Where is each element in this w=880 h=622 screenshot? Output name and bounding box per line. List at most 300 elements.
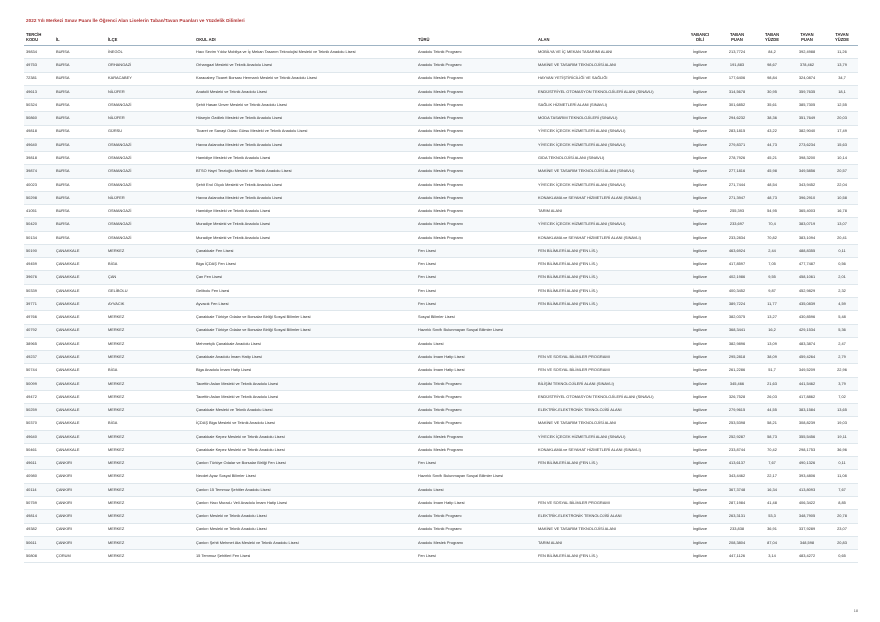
cell-kodu: 49472 bbox=[24, 390, 54, 403]
cell-tvy: 36,96 bbox=[826, 443, 858, 456]
cell-ilce: MERKEZ bbox=[106, 497, 194, 510]
cell-okul: Orhangazi Mesleki ve Teknik Anadolu Lisesi bbox=[194, 59, 416, 72]
cell-turu: Fen Lisesi bbox=[416, 550, 536, 563]
cell-alan bbox=[536, 483, 682, 496]
cell-ilce: OSMANGAZİ bbox=[106, 218, 194, 231]
cell-tvp: 383,1584 bbox=[788, 404, 826, 417]
cell-dil: İngilizce bbox=[682, 510, 718, 523]
cell-dil: İngilizce bbox=[682, 258, 718, 271]
cell-kodu: 50860 bbox=[24, 112, 54, 125]
cell-kodu: 49613 bbox=[24, 85, 54, 98]
cell-ilce: MERKEZ bbox=[106, 430, 194, 443]
cell-tby: 84,2 bbox=[756, 45, 788, 58]
cell-il: ÇANAKKALE bbox=[54, 284, 106, 297]
cell-okul: Çankırı Hacı Murad-ı Veli Anadolu İmam Hatip Lisesi bbox=[194, 497, 416, 510]
cell-tby: 2,44 bbox=[756, 244, 788, 257]
cell-dil: İngilizce bbox=[682, 364, 718, 377]
table-row bbox=[24, 497, 858, 510]
table-row bbox=[24, 244, 858, 257]
cell-okul: Şehit Erol Olçok Mesleki ve Teknik Anadolu Lisesi bbox=[194, 178, 416, 191]
cell-tby: 98,84 bbox=[756, 72, 788, 85]
table-row bbox=[24, 85, 858, 98]
cell-okul: Çanakkale Fen Lisesi bbox=[194, 244, 416, 257]
cell-tvy: 20,57 bbox=[826, 165, 858, 178]
cell-tvy: 8,85 bbox=[826, 497, 858, 510]
cell-dil: İngilizce bbox=[682, 231, 718, 244]
column-header-label: TAVAN bbox=[800, 32, 814, 37]
cell-alan: TARIM ALANI bbox=[536, 536, 682, 549]
cell-dil: İngilizce bbox=[682, 284, 718, 297]
cell-ilce: GELİBOLU bbox=[106, 284, 194, 297]
cell-il: BURSA bbox=[54, 138, 106, 151]
cell-turu: Anadolu Teknik Programı bbox=[416, 523, 536, 536]
cell-ilce: MERKEZ bbox=[106, 337, 194, 350]
cell-kodu: 50808 bbox=[24, 550, 54, 563]
cell-alan bbox=[536, 470, 682, 483]
cell-kodu: 49640 bbox=[24, 430, 54, 443]
cell-turu: Anadolu Meslek Programı bbox=[416, 536, 536, 549]
cell-ilce: BİGA bbox=[106, 364, 194, 377]
cell-kodu: 40792 bbox=[24, 324, 54, 337]
cell-dil: İngilizce bbox=[682, 497, 718, 510]
cell-tbp: 253,5398 bbox=[718, 417, 756, 430]
cell-ilce: KARACABEY bbox=[106, 72, 194, 85]
column-header-il bbox=[54, 29, 106, 45]
cell-kodu: 49640 bbox=[24, 138, 54, 151]
cell-tby: 70,42 bbox=[756, 443, 788, 456]
cell-alan: KONAKLAMA ve SEYAHAT HİZMETLERİ ALANI (SINAVLI) bbox=[536, 191, 682, 204]
cell-okul: Tacettin Aslan Mesleki ve Teknik Anadolu Lisesi bbox=[194, 377, 416, 390]
cell-kodu: 50134 bbox=[24, 231, 54, 244]
cell-alan: FEN VE SOSYAL BİLİMLER PROGRAMI bbox=[536, 364, 682, 377]
cell-ilce: ORHANGAZİ bbox=[106, 59, 194, 72]
cell-tvy: 10,58 bbox=[826, 191, 858, 204]
cell-il: BURSA bbox=[54, 165, 106, 178]
cell-tvy: 0,11 bbox=[826, 244, 858, 257]
cell-tbp: 294,6232 bbox=[718, 112, 756, 125]
cell-tbp: 367,3748 bbox=[718, 483, 756, 496]
cell-kodu: 50461 bbox=[24, 443, 54, 456]
cell-tvp: 393,4806 bbox=[788, 470, 826, 483]
cell-kodu: 50370 bbox=[24, 417, 54, 430]
cell-kodu: 50259 bbox=[24, 404, 54, 417]
cell-kodu: 50611 bbox=[24, 536, 54, 549]
cell-il: ÇANAKKALE bbox=[54, 430, 106, 443]
cell-tvy: 17,49 bbox=[826, 125, 858, 138]
cell-turu: Anadolu Meslek Programı bbox=[416, 178, 536, 191]
table-row bbox=[24, 483, 858, 496]
cell-tby: 44,55 bbox=[756, 404, 788, 417]
cell-okul: Çanakkale Türkiye Odalar ve Borsalar Birliği Sosyal Bilimler Lisesi bbox=[194, 324, 416, 337]
cell-dil: İngilizce bbox=[682, 244, 718, 257]
cell-tvy: 7,02 bbox=[826, 390, 858, 403]
cell-tby: 13,09 bbox=[756, 337, 788, 350]
cell-tvp: 392,4988 bbox=[788, 45, 826, 58]
cell-tby: 21,63 bbox=[756, 377, 788, 390]
cell-il: ÇANAKKALE bbox=[54, 337, 106, 350]
column-header-turu bbox=[416, 29, 536, 45]
cell-ilce: OSMANGAZİ bbox=[106, 138, 194, 151]
cell-okul: Çankırı Mesleki ve Teknik Anadolu Lisesi bbox=[194, 510, 416, 523]
cell-tby: 38,09 bbox=[756, 351, 788, 364]
cell-okul: Gelibolu Fen Lisesi bbox=[194, 284, 416, 297]
cell-tvp: 458,1061 bbox=[788, 271, 826, 284]
cell-turu: Anadolu Teknik Programı bbox=[416, 390, 536, 403]
cell-alan bbox=[536, 337, 682, 350]
cell-ilce: İNEGÖL bbox=[106, 45, 194, 58]
cell-ilce: MERKEZ bbox=[106, 244, 194, 257]
cell-tbp: 287,1984 bbox=[718, 497, 756, 510]
cell-turu: Anadolu Lisesi bbox=[416, 483, 536, 496]
cell-tbp: 255,393 bbox=[718, 205, 756, 218]
cell-tvy: 0,56 bbox=[826, 258, 858, 271]
table-row bbox=[24, 470, 858, 483]
column-header-label: YÜZDE bbox=[835, 36, 849, 42]
cell-tvp: 273,6234 bbox=[788, 138, 826, 151]
table-header bbox=[24, 29, 858, 45]
cell-alan: MAKİNE VE TASARIM TEKNOLOJİSİ ALANI bbox=[536, 523, 682, 536]
table-row bbox=[24, 298, 858, 311]
cell-kodu: 50339 bbox=[24, 284, 54, 297]
cell-tvy: 20,41 bbox=[826, 231, 858, 244]
cell-ilce: OSMANGAZİ bbox=[106, 152, 194, 165]
column-header-label: TERCİH bbox=[26, 32, 42, 37]
cell-tvy: 13,07 bbox=[826, 218, 858, 231]
cell-tvy: 18,1 bbox=[826, 85, 858, 98]
cell-alan: YİYECEK İÇECEK HİZMETLERİ ALANI (SINAVLI) bbox=[536, 430, 682, 443]
cell-tvy: 20,03 bbox=[826, 112, 858, 125]
cell-il: ÇANAKKALE bbox=[54, 417, 106, 430]
column-header-tvp bbox=[788, 29, 826, 45]
cell-tby: 87,04 bbox=[756, 536, 788, 549]
cell-ilce: OSMANGAZİ bbox=[106, 205, 194, 218]
cell-okul: Hacı Sevim Yıldız Mobilya ve İç Mekan Tasarım Teknolojisi Mesleki ve Teknik Anadolu Lisesi bbox=[194, 45, 416, 58]
cell-kodu: 50190 bbox=[24, 244, 54, 257]
cell-dil: İngilizce bbox=[682, 457, 718, 470]
cell-tbp: 263,3131 bbox=[718, 510, 756, 523]
cell-okul: Hamidiye Mesleki ve Teknik Anadolu Lisesi bbox=[194, 205, 416, 218]
cell-dil: İngilizce bbox=[682, 404, 718, 417]
cell-ilce: MERKEZ bbox=[106, 510, 194, 523]
cell-okul: Çanakkale Türkiye Odalar ve Borsalar Birliği Sosyal Bilimler Lisesi bbox=[194, 311, 416, 324]
cell-kodu: 49818 bbox=[24, 125, 54, 138]
cell-tvp: 452,9829 bbox=[788, 284, 826, 297]
table-row bbox=[24, 165, 858, 178]
cell-tvp: 488,8355 bbox=[788, 244, 826, 257]
cell-kodu: 39818 bbox=[24, 152, 54, 165]
cell-ilce: MERKEZ bbox=[106, 550, 194, 563]
cell-kodu: 40023 bbox=[24, 178, 54, 191]
table-row bbox=[24, 523, 858, 536]
cell-il: ÇANKIRI bbox=[54, 536, 106, 549]
cell-tvy: 34,7 bbox=[826, 72, 858, 85]
cell-ilce: NİLÜFER bbox=[106, 85, 194, 98]
cell-alan: MAKİNE VE TASARIM TEKNOLOJİSİ ALANI (SINAVLI) bbox=[536, 165, 682, 178]
cell-tby: 38,36 bbox=[756, 112, 788, 125]
cell-tbp: 279,8371 bbox=[718, 138, 756, 151]
cell-tby: 22,17 bbox=[756, 470, 788, 483]
table-row bbox=[24, 536, 858, 549]
cell-alan: ENDÜSTRİYEL OTOMASYON TEKNOLOJİLERİ ALANI (SINAVLI) bbox=[536, 390, 682, 403]
cell-kodu: 72381 bbox=[24, 72, 54, 85]
cell-il: ÇANKIRI bbox=[54, 483, 106, 496]
cell-dil: İngilizce bbox=[682, 523, 718, 536]
cell-dil: İngilizce bbox=[682, 152, 718, 165]
cell-dil: İngilizce bbox=[682, 45, 718, 58]
table-body bbox=[24, 45, 858, 562]
column-header-label: ALAN bbox=[538, 36, 550, 42]
cell-turu: Anadolu Lisesi bbox=[416, 337, 536, 350]
cell-tvy: 15,63 bbox=[826, 138, 858, 151]
cell-tbp: 233,838 bbox=[718, 523, 756, 536]
cell-tvp: 429,1534 bbox=[788, 324, 826, 337]
cell-ilce: AYVACIK bbox=[106, 298, 194, 311]
table-row bbox=[24, 218, 858, 231]
cell-okul: Çanakkale Mesleki ve Teknik Anadolu Lisesi bbox=[194, 404, 416, 417]
cell-ilce: GÜRSU bbox=[106, 125, 194, 138]
cell-dil: İngilizce bbox=[682, 351, 718, 364]
table-row bbox=[24, 324, 858, 337]
cell-tbp: 417,8597 bbox=[718, 258, 756, 271]
cell-ilce: MERKEZ bbox=[106, 470, 194, 483]
cell-il: BURSA bbox=[54, 191, 106, 204]
cell-il: ÇANKIRI bbox=[54, 510, 106, 523]
table-row bbox=[24, 417, 858, 430]
cell-tvy: 4,59 bbox=[826, 298, 858, 311]
cell-tbp: 233,2834 bbox=[718, 231, 756, 244]
cell-il: ÇANAKKALE bbox=[54, 258, 106, 271]
cell-il: ÇANAKKALE bbox=[54, 377, 106, 390]
cell-kodu: 38965 bbox=[24, 337, 54, 350]
cell-kodu: 50099 bbox=[24, 377, 54, 390]
cell-tvp: 406,3422 bbox=[788, 497, 826, 510]
cell-turu: Anadolu Meslek Programı bbox=[416, 231, 536, 244]
cell-tby: 35,61 bbox=[756, 99, 788, 112]
cell-turu: Anadolu Meslek Programı bbox=[416, 191, 536, 204]
cell-ilce: MERKEZ bbox=[106, 377, 194, 390]
cell-tvy: 16,78 bbox=[826, 205, 858, 218]
cell-alan bbox=[536, 311, 682, 324]
cell-il: BURSA bbox=[54, 152, 106, 165]
cell-tby: 7,67 bbox=[756, 457, 788, 470]
cell-alan: FEN BİLİMLERİ ALANI (FEN LİS.) bbox=[536, 244, 682, 257]
cell-tvy: 5,36 bbox=[826, 324, 858, 337]
cell-tvy: 2,79 bbox=[826, 351, 858, 364]
cell-kodu: 50324 bbox=[24, 99, 54, 112]
cell-tby: 58,73 bbox=[756, 430, 788, 443]
cell-turu: Anadolu Meslek Programı bbox=[416, 205, 536, 218]
table-row bbox=[24, 125, 858, 138]
cell-tbp: 208,3804 bbox=[718, 536, 756, 549]
cell-tvp: 417,8862 bbox=[788, 390, 826, 403]
cell-tbp: 343,4462 bbox=[718, 470, 756, 483]
cell-turu: Fen Lisesi bbox=[416, 284, 536, 297]
table-row bbox=[24, 112, 858, 125]
column-header-tbp bbox=[718, 29, 756, 45]
cell-turu: Anadolu Teknik Programı bbox=[416, 45, 536, 58]
column-header-kodu bbox=[24, 29, 54, 45]
cell-tbp: 314,5678 bbox=[718, 85, 756, 98]
cell-tbp: 213,7724 bbox=[718, 45, 756, 58]
cell-turu: Anadolu Meslek Programı bbox=[416, 218, 536, 231]
cell-alan: FEN VE SOSYAL BİLİMLER PROGRAMI bbox=[536, 497, 682, 510]
cell-dil: İngilizce bbox=[682, 430, 718, 443]
page-number: 18 bbox=[853, 609, 858, 613]
cell-il: ÇANAKKALE bbox=[54, 298, 106, 311]
cell-dil: İngilizce bbox=[682, 390, 718, 403]
cell-alan: MAKİNE VE TASARIM TEKNOLOJİSİ ALANI bbox=[536, 417, 682, 430]
cell-dil: İngilizce bbox=[682, 470, 718, 483]
cell-alan: ENDÜSTRİYEL OTOMASYON TEKNOLOJİLERİ ALANI (SINAVLI) bbox=[536, 85, 682, 98]
cell-tbp: 233,697 bbox=[718, 218, 756, 231]
column-header-label: KODU bbox=[26, 36, 39, 42]
cell-il: ÇANAKKALE bbox=[54, 244, 106, 257]
cell-il: BURSA bbox=[54, 72, 106, 85]
cell-il: BURSA bbox=[54, 59, 106, 72]
cell-tbp: 345,466 bbox=[718, 377, 756, 390]
cell-tvy: 3,79 bbox=[826, 377, 858, 390]
cell-dil: İngilizce bbox=[682, 205, 718, 218]
cell-alan: FEN BİLİMLERİ ALANI (FEN LİS.) bbox=[536, 258, 682, 271]
cell-il: BURSA bbox=[54, 218, 106, 231]
cell-il: ÇANAKKALE bbox=[54, 443, 106, 456]
cell-okul: Anatolii Mesleki ve Teknik Anadolu Lisesi bbox=[194, 85, 416, 98]
cell-tby: 41,48 bbox=[756, 497, 788, 510]
cell-tvp: 477,7487 bbox=[788, 258, 826, 271]
cell-tbp: 261,2286 bbox=[718, 364, 756, 377]
cell-alan: KONAKLAMA ve SEYAHAT HİZMETLERİ ALANI (SINAVLI) bbox=[536, 443, 682, 456]
cell-turu: Anadolu İmam Hatip Lisesi bbox=[416, 364, 536, 377]
cell-tvp: 435,0839 bbox=[788, 298, 826, 311]
cell-tby: 58,21 bbox=[756, 417, 788, 430]
table-row bbox=[24, 311, 858, 324]
cell-tby: 26,03 bbox=[756, 390, 788, 403]
cell-tby: 48,73 bbox=[756, 191, 788, 204]
cell-turu: Anadolu Teknik Programı bbox=[416, 510, 536, 523]
cell-il: ÇANAKKALE bbox=[54, 390, 106, 403]
cell-tvp: 298,1753 bbox=[788, 443, 826, 456]
cell-tvp: 483,4272 bbox=[788, 550, 826, 563]
cell-tvp: 490,1326 bbox=[788, 457, 826, 470]
cell-tvy: 23,07 bbox=[826, 523, 858, 536]
cell-il: ÇANAKKALE bbox=[54, 311, 106, 324]
cell-il: ÇANKIRI bbox=[54, 457, 106, 470]
cell-turu: Anadolu Meslek Programı bbox=[416, 85, 536, 98]
cell-tbp: 295,2818 bbox=[718, 351, 756, 364]
cell-tvy: 2,01 bbox=[826, 271, 858, 284]
cell-tvp: 483,3874 bbox=[788, 337, 826, 350]
cell-dil: İngilizce bbox=[682, 311, 718, 324]
table-row bbox=[24, 258, 858, 271]
cell-okul: Necdet Ayaz Sosyal Bilimler Lisesi bbox=[194, 470, 416, 483]
cell-turu: Fen Lisesi bbox=[416, 271, 536, 284]
cell-il: BURSA bbox=[54, 45, 106, 58]
cell-dil: İngilizce bbox=[682, 218, 718, 231]
cell-tvp: 441,5462 bbox=[788, 377, 826, 390]
column-header-tvy bbox=[826, 29, 858, 45]
cell-tby: 9,87 bbox=[756, 284, 788, 297]
cell-tvy: 20,83 bbox=[826, 536, 858, 549]
cell-tvp: 398,3200 bbox=[788, 152, 826, 165]
cell-turu: Anadolu Meslek Programı bbox=[416, 165, 536, 178]
cell-turu: Anadolu Meslek Programı bbox=[416, 443, 536, 456]
cell-okul: Hüseyin Özdilek Mesleki ve Teknik Anadolu Lisesi bbox=[194, 112, 416, 125]
page-title: 2022 Yılı Merkezi Sınav Puanı İle Öğrenci Alan Liselerin Taban/Tavan Puanları ve Yüzdelik Dilimleri bbox=[26, 18, 245, 23]
cell-tby: 43,22 bbox=[756, 125, 788, 138]
cell-ilce: MERKEZ bbox=[106, 324, 194, 337]
cell-alan: FEN BİLİMLERİ ALANI (FEN LİS.) bbox=[536, 457, 682, 470]
cell-turu: Anadolu Meslek Programı bbox=[416, 152, 536, 165]
cell-il: ÇANKIRI bbox=[54, 497, 106, 510]
cell-okul: Çankırı 15 Temmuz Şehitler Anadolu Lisesi bbox=[194, 483, 416, 496]
cell-alan: FEN BİLİMLERİ ALANI (FEN LİS.) bbox=[536, 298, 682, 311]
cell-dil: İngilizce bbox=[682, 125, 718, 138]
cell-alan: FEN BİLİMLERİ ALANI (FEN LİS.) bbox=[536, 271, 682, 284]
cell-tvy: 0,11 bbox=[826, 457, 858, 470]
cell-turu: Hazırlık Sınıflı Bulunmayan Sosyal Bilimler Lisesi bbox=[416, 324, 536, 337]
cell-tvp: 383,1094 bbox=[788, 231, 826, 244]
cell-kodu: 49459 bbox=[24, 258, 54, 271]
cell-tbp: 278,7926 bbox=[718, 152, 756, 165]
cell-il: ÇANKIRI bbox=[54, 470, 106, 483]
table-row bbox=[24, 45, 858, 58]
cell-tby: 16,2 bbox=[756, 324, 788, 337]
cell-tvp: 349,5856 bbox=[788, 165, 826, 178]
table-row bbox=[24, 284, 858, 297]
cell-ilce: MERKEZ bbox=[106, 457, 194, 470]
cell-tby: 36,91 bbox=[756, 523, 788, 536]
cell-dil: İngilizce bbox=[682, 85, 718, 98]
column-header-ilce bbox=[106, 29, 194, 45]
cell-ilce: MERKEZ bbox=[106, 536, 194, 549]
cell-okul: Muradiye Mesleki ve Teknik Anadolu Lisesi bbox=[194, 218, 416, 231]
cell-dil: İngilizce bbox=[682, 138, 718, 151]
cell-kodu: 50759 bbox=[24, 497, 54, 510]
cell-il: ÇANAKKALE bbox=[54, 351, 106, 364]
table-row bbox=[24, 178, 858, 191]
cell-okul: Çankırı Türkiye Odalar ve Borsalar Birliği Fen Lisesi bbox=[194, 457, 416, 470]
cell-turu: Anadolu Teknik Programı bbox=[416, 417, 536, 430]
cell-ilce: OSMANGAZİ bbox=[106, 99, 194, 112]
cell-tvy: 2,47 bbox=[826, 337, 858, 350]
cell-dil: İngilizce bbox=[682, 99, 718, 112]
cell-okul: Biga İÇDAŞ Fen Lisesi bbox=[194, 258, 416, 271]
cell-ilce: MERKEZ bbox=[106, 311, 194, 324]
column-header-label: YÜZDE bbox=[765, 36, 779, 42]
cell-tvy: 19,11 bbox=[826, 430, 858, 443]
cell-tbp: 402,1986 bbox=[718, 271, 756, 284]
cell-okul: Çanakkale Kepez Mesleki ve Teknik Anadolu Lisesi bbox=[194, 430, 416, 443]
cell-turu: Anadolu İmam Hatip Lisesi bbox=[416, 497, 536, 510]
cell-turu: Anadolu Teknik Programı bbox=[416, 377, 536, 390]
cell-tvy: 22,96 bbox=[826, 364, 858, 377]
cell-tbp: 389,7224 bbox=[718, 298, 756, 311]
cell-turu: Anadolu Meslek Programı bbox=[416, 72, 536, 85]
cell-kodu: 49814 bbox=[24, 510, 54, 523]
cell-il: ÇANAKKALE bbox=[54, 364, 106, 377]
cell-dil: İngilizce bbox=[682, 324, 718, 337]
cell-dil: İngilizce bbox=[682, 72, 718, 85]
column-header-okul bbox=[194, 29, 416, 45]
column-header-label: PUAN bbox=[731, 36, 743, 42]
column-header-label: PUAN bbox=[801, 36, 813, 42]
cell-okul: Çankırı Şehit Mehmet Ata Mesleki ve Teknik Anadolu Lisesi bbox=[194, 536, 416, 549]
cell-il: BURSA bbox=[54, 231, 106, 244]
cell-tvy: 20,78 bbox=[826, 510, 858, 523]
cell-okul: 15 Temmuz Şehitleri Fen Lisesi bbox=[194, 550, 416, 563]
column-header-alan bbox=[536, 29, 682, 45]
cell-tvy: 10,14 bbox=[826, 152, 858, 165]
